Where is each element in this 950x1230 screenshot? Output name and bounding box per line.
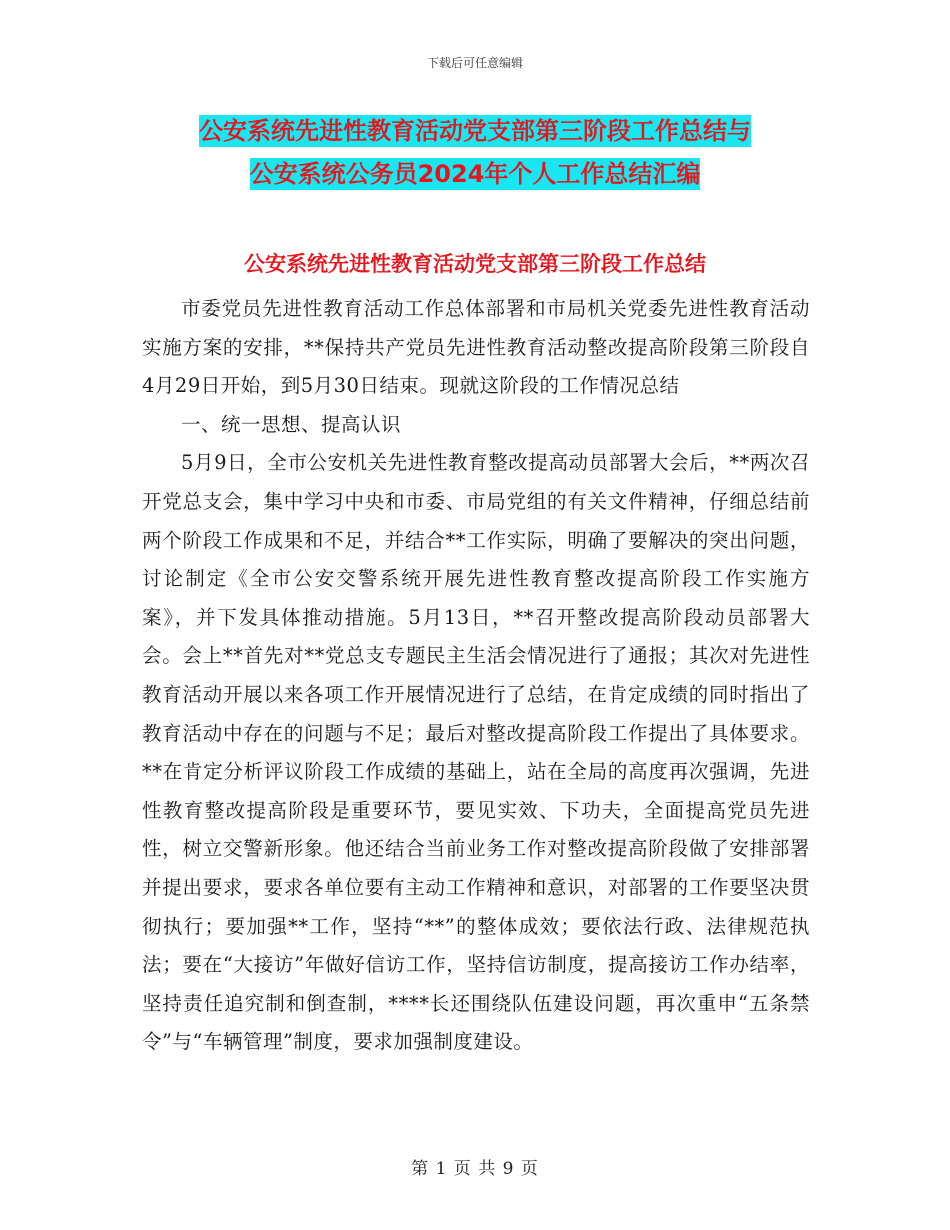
paragraph-intro: 市委党员先进性教育活动工作总体部署和市局机关党委先进性教育活动实施方案的安排，**保持共产党员先进性教育活动整改提高阶段第三阶段自4月29日开始，到5月30日结束。现就这阶段的工作情况总结	[142, 297, 810, 398]
document-title-line-1: 公安系统先进性教育活动党支部第三阶段工作总结与	[199, 117, 751, 145]
paragraph-main: 5月9日，全市公安机关先进性教育整改提高动员部署大会后，**两次召开党总支会，集中学习中央和市委、市局党组的有关文件精神，仔细总结前两个阶段工作成果和不足，并结合**工作实际，明确了要解决的突出问题，讨论制定《全市公安交警系统开展先进性教育整改提高阶段工作实施方案》，并下发具体推动措施。5月13日，**召开整改提高阶段动员部署大会。会上**首先对**党总支专题民主生活会情况进行了通报；其次对先进性教育活动开展以来各项工作开展情况进行了总结，在肯定成绩的同时指出了教育活动中存在的问题与不足；最后对整改提高阶段工作提出了具体要求。**在肯定分析评议阶段工作成绩的基础上，站在全局的高度再次强调，先进性教育整改提高阶段是重要环节，要见实效、下功夫，全面提高党员先进性，树立交警新形象。他还结合当前业务工作对整改提高阶段做了安排部署并提出要求，要求各单位要有主动工作精神和意识，对部署的工作要坚决贯彻执行；要加强**工作，坚持“**”的整体成效；要依法行政、法律规范执法；要在“大接访”年做好信访工作，坚持信访制度，提高接访工作办结率，坚持责任追究制和倒查制，****长还围绕队伍建设问题，再次重申“五条禁令”与“车辆管理”制度，要求加强制度建设。	[142, 451, 810, 1054]
page-footer: 第 1 页 共 9 页	[411, 1159, 539, 1179]
document-title-line-2: 公安系统公务员2024年个人工作总结汇编	[249, 160, 701, 188]
paragraph-heading-1: 一、统一思想、提高认识	[181, 412, 402, 436]
document-title	[0, 110, 950, 196]
header-note: 下载后可任意编辑	[426, 56, 523, 70]
section-title: 公安系统先进性教育活动党支部第三阶段工作总结	[244, 252, 706, 276]
body-text	[142, 290, 810, 1062]
